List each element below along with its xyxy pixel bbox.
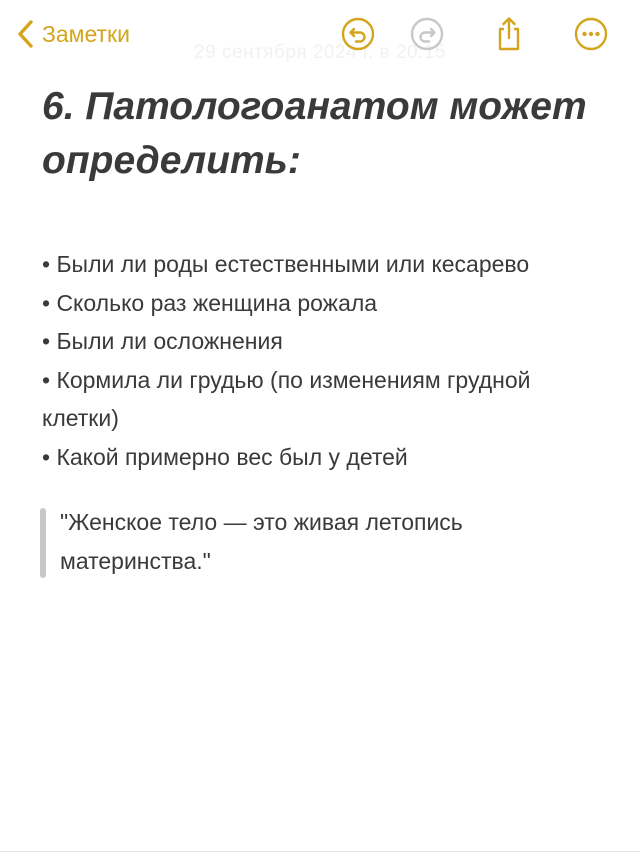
bottom-divider <box>0 851 640 852</box>
quote-bar <box>40 508 46 578</box>
redo-icon <box>410 17 444 51</box>
undo-icon <box>341 17 375 51</box>
note-title[interactable]: 6. Патологоанатом может определить: <box>42 85 587 182</box>
list-item: • Были ли осложнения <box>42 328 283 354</box>
list-item: • Какой примерно вес был у детей <box>42 443 408 470</box>
bullet-list[interactable] <box>42 245 612 476</box>
undo-button[interactable] <box>341 16 375 52</box>
more-icon <box>574 17 608 51</box>
quote-line: материнства." <box>60 547 211 574</box>
block-quote[interactable] <box>40 503 620 580</box>
share-button[interactable] <box>492 16 526 52</box>
list-item: • Были ли роды естественными или кесарево <box>42 251 530 277</box>
note-body[interactable] <box>42 80 612 476</box>
note-date: 29 сентября 2024 г. в 20:15 <box>194 42 446 63</box>
list-item-continuation: клетки) <box>42 405 119 431</box>
navigation-bar <box>0 0 640 68</box>
back-label: Заметки <box>42 20 130 47</box>
list-item: • Кормила ли грудью (по изменениям грудной <box>42 366 531 393</box>
list-item: • Сколько раз женщина рожала <box>42 289 378 316</box>
share-icon <box>494 16 524 52</box>
redo-button[interactable] <box>410 16 444 52</box>
quote-line: "Женское тело — это живая летопись <box>60 509 463 535</box>
more-button[interactable] <box>574 16 608 52</box>
